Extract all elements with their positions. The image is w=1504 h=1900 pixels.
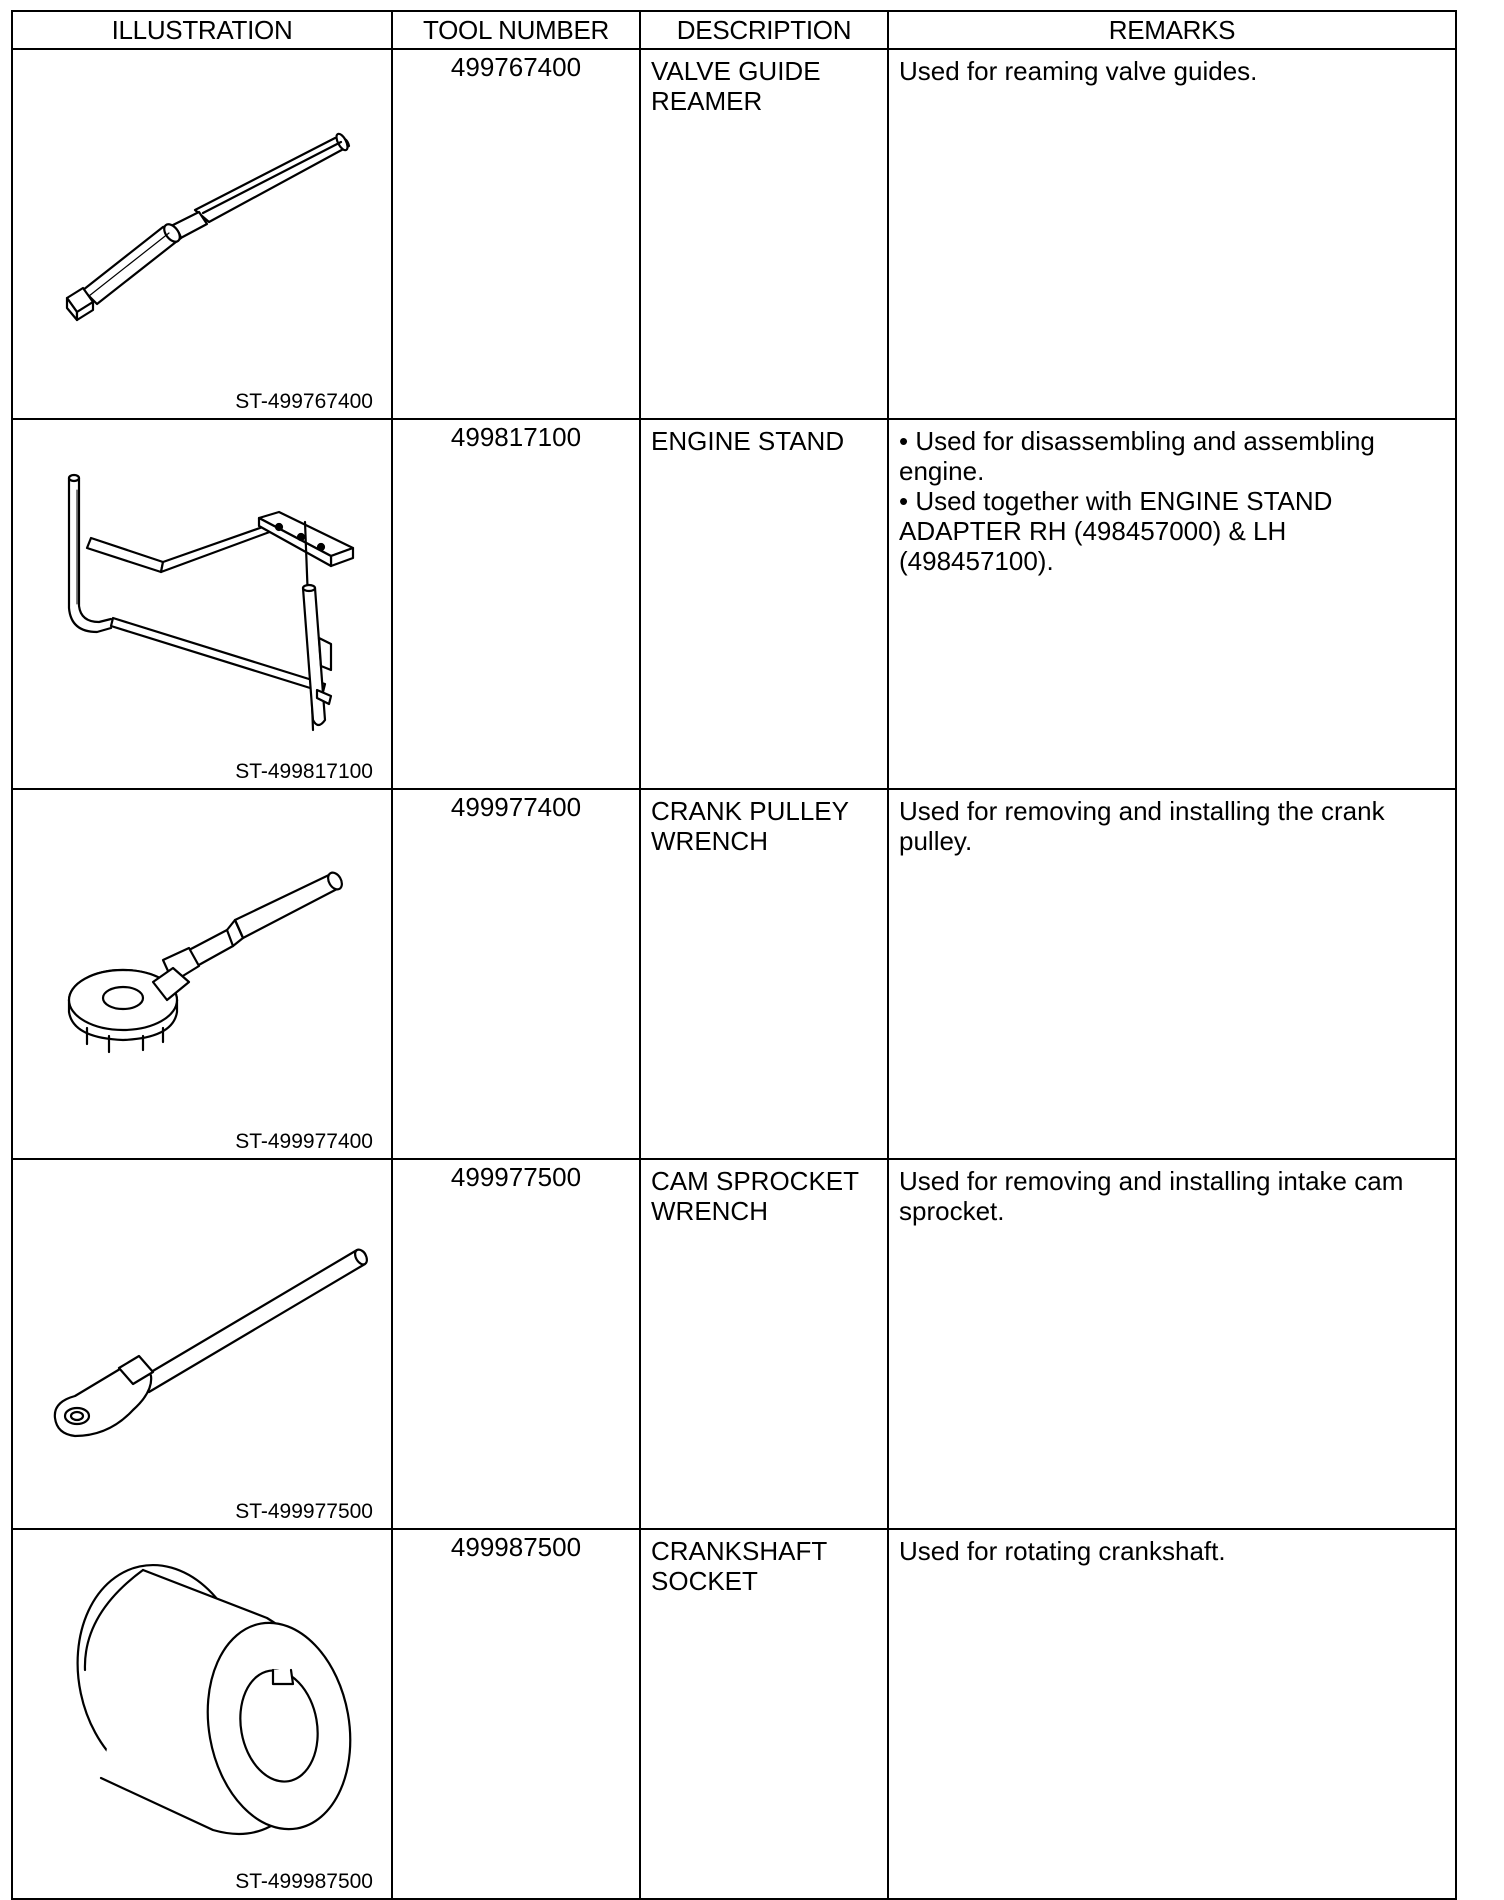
illustration-cell [12, 789, 392, 1159]
description-cell [640, 419, 888, 789]
header-row [12, 11, 1456, 49]
tool-number-cell [392, 49, 640, 419]
crank-pulley-wrench-icon [13, 790, 393, 1120]
table-row [12, 49, 1456, 419]
header-illustration: ILLUSTRATION [12, 11, 392, 49]
description: VALVE GUIDE REAMER [651, 56, 821, 116]
remarks-cell [888, 789, 1456, 1159]
table-row [12, 1529, 1456, 1899]
tool-number: 499767400 [450, 52, 582, 82]
crankshaft-socket-icon [13, 1530, 393, 1860]
remarks: Used for removing and installing the crank pulley. [899, 796, 1385, 856]
tool-number-cell [392, 1159, 640, 1529]
description-cell [640, 49, 888, 419]
remarks-cell [888, 1529, 1456, 1899]
remarks-cell [888, 419, 1456, 789]
illustration-cell [12, 1159, 392, 1529]
description: ENGINE STAND [651, 426, 845, 456]
header-remarks: REMARKS [888, 11, 1456, 49]
remarks-bullet-item: • Used together with ENGINE STAND ADAPTER RH (498457000) & LH (498457100). [899, 486, 1333, 576]
tool-number: 499977400 [450, 792, 582, 822]
remarks-cell [888, 1159, 1456, 1529]
remarks: Used for rotating crankshaft. [899, 1536, 1226, 1566]
description: CRANK PULLEY WRENCH [651, 796, 849, 856]
header-description: DESCRIPTION [640, 11, 888, 49]
tool-number: 499977500 [450, 1162, 582, 1192]
cam-sprocket-wrench-icon [13, 1160, 393, 1490]
description: CAM SPROCKET WRENCH [651, 1166, 860, 1226]
header-tool-number: TOOL NUMBER [392, 11, 640, 49]
remarks-cell [888, 49, 1456, 419]
remarks: Used for reaming valve guides. [899, 56, 1258, 86]
special-tools-table [11, 10, 1457, 1900]
illustration-code: ST-499767400 [235, 390, 373, 413]
illustration-code: ST-499977500 [235, 1500, 373, 1523]
description: CRANKSHAFT SOCKET [651, 1536, 828, 1596]
remarks: Used for removing and installing intake cam sprocket. [899, 1166, 1404, 1226]
tool-number-cell [392, 1529, 640, 1899]
tool-number-cell [392, 419, 640, 789]
illustration-cell [12, 419, 392, 789]
engine-stand-icon [13, 420, 393, 750]
illustration-code: ST-499817100 [235, 760, 373, 783]
tool-number: 499987500 [450, 1532, 582, 1562]
description-cell [640, 1159, 888, 1529]
tool-number-cell [392, 789, 640, 1159]
illustration-code: ST-499987500 [235, 1870, 373, 1893]
remarks-list [889, 420, 1455, 576]
description-cell [640, 789, 888, 1159]
illustration-code: ST-499977400 [235, 1130, 373, 1153]
illustration-cell [12, 49, 392, 419]
table-row [12, 789, 1456, 1159]
tool-number: 499817100 [450, 422, 582, 452]
table-row [12, 1159, 1456, 1529]
table-row [12, 419, 1456, 789]
illustration-cell [12, 1529, 392, 1899]
description-cell [640, 1529, 888, 1899]
valve-guide-reamer-icon [13, 50, 393, 380]
remarks-bullet-item: • Used for disassembling and assembling engine. [899, 426, 1375, 486]
